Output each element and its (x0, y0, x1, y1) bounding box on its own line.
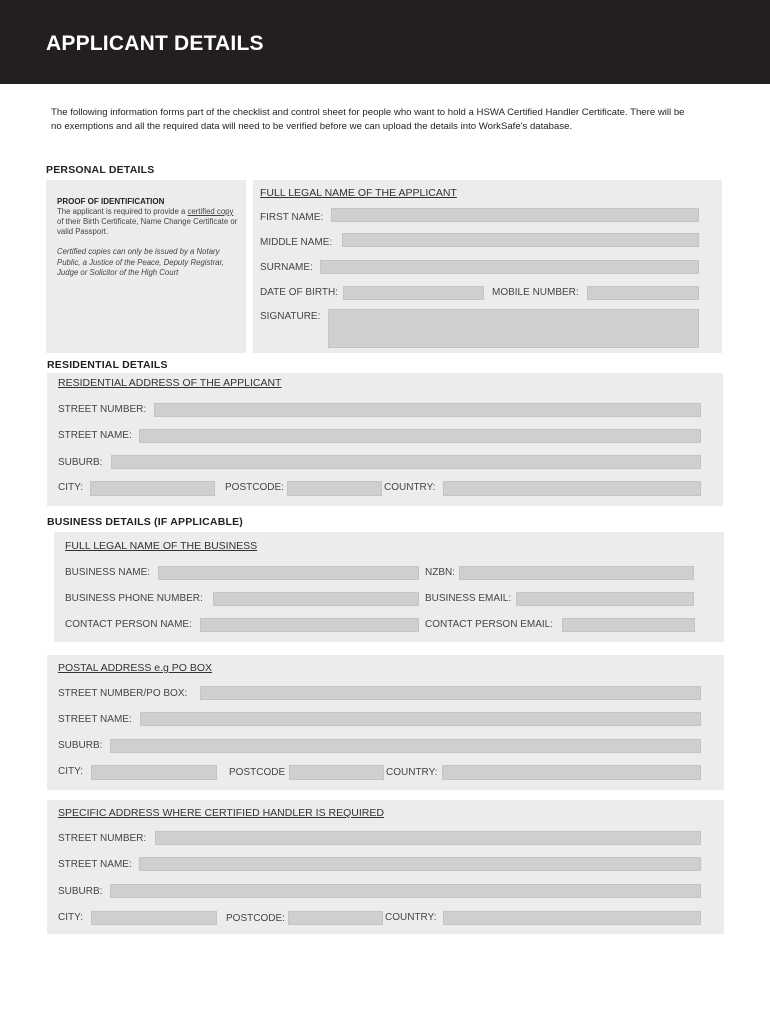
postal-street-name-label: STREET NAME: (58, 714, 132, 725)
spec-country-label: COUNTRY: (385, 912, 437, 923)
signature-field[interactable] (328, 309, 699, 348)
postal-postcode-label: POSTCODE (229, 767, 286, 778)
dob-label: DATE OF BIRTH: (260, 287, 338, 298)
res-street-number-label: STREET NUMBER: (58, 404, 147, 415)
spec-city-label: CITY: (58, 912, 84, 923)
first-name-label: FIRST NAME: (260, 212, 324, 223)
business-heading: FULL LEGAL NAME OF THE BUSINESS (65, 540, 258, 552)
contact-name-label: CONTACT PERSON NAME: (65, 619, 192, 630)
residential-heading: RESIDENTIAL ADDRESS OF THE APPLICANT (58, 377, 282, 389)
res-suburb-field[interactable] (111, 455, 701, 469)
surname-label: SURNAME: (260, 262, 313, 273)
spec-street-number-label: STREET NUMBER: (58, 833, 147, 844)
res-postcode-field[interactable] (287, 481, 382, 496)
business-email-field[interactable] (516, 592, 694, 606)
postal-suburb-label: SUBURB: (58, 740, 103, 751)
contact-name-field[interactable] (200, 618, 419, 632)
middle-name-label: MIDDLE NAME: (260, 237, 333, 248)
contact-email-label: CONTACT PERSON EMAIL: (425, 619, 553, 630)
postal-country-field[interactable] (442, 765, 701, 780)
nzbn-field[interactable] (459, 566, 694, 580)
postal-street-number-field[interactable] (200, 686, 701, 700)
page-header (0, 0, 770, 84)
business-name-label: BUSINESS NAME: (65, 567, 151, 578)
postal-country-label: COUNTRY: (386, 767, 438, 778)
proof-note: Certified copies can only be issued by a Notary Public, a Justice of the Peace, Deputy Registrar, Judge or Solicitor of the High Court (57, 247, 224, 277)
proof-text-part: The applicant is required to provide a (57, 207, 188, 216)
proof-text (57, 207, 241, 237)
postal-city-label: CITY: (58, 766, 84, 777)
res-street-name-label: STREET NAME: (58, 430, 132, 441)
res-street-name-field[interactable] (139, 429, 701, 443)
proof-text-part: of their Birth Certificate, Name Change Certificate or valid Passport. (57, 217, 238, 236)
spec-suburb-field[interactable] (110, 884, 701, 898)
res-city-field[interactable] (90, 481, 215, 496)
postal-street-name-field[interactable] (140, 712, 701, 726)
proof-title: PROOF OF IDENTIFICATION (57, 197, 165, 206)
page-title: APPLICANT DETAILS (46, 32, 264, 55)
intro-text: The following information forms part of the checklist and control sheet for people who want to hold a HSWA Certified Handler Certificate. There will be no exemptions and all the required data will need to be verified before we can upload the details into WorkSafe's database. (51, 107, 685, 132)
personal-details-title: PERSONAL DETAILS (46, 164, 155, 176)
certified-copy-link: certified copy (187, 207, 234, 216)
specific-address-heading: SPECIFIC ADDRESS WHERE CERTIFIED HANDLER IS REQUIRED (58, 807, 384, 819)
spec-street-name-label: STREET NAME: (58, 859, 132, 870)
business-details-title: BUSINESS DETAILS (IF APPLICABLE) (47, 516, 243, 528)
surname-field[interactable] (320, 260, 699, 274)
business-phone-label: BUSINESS PHONE NUMBER: (65, 593, 203, 604)
res-street-number-field[interactable] (154, 403, 701, 417)
postal-city-field[interactable] (91, 765, 217, 780)
res-postcode-label: POSTCODE: (225, 482, 284, 493)
spec-country-field[interactable] (443, 911, 701, 925)
signature-label: SIGNATURE: (260, 311, 321, 322)
business-email-label: BUSINESS EMAIL: (425, 593, 512, 604)
contact-email-field[interactable] (562, 618, 695, 632)
business-phone-field[interactable] (213, 592, 419, 606)
postal-heading: POSTAL ADDRESS e.g PO BOX (58, 662, 213, 674)
first-name-field[interactable] (331, 208, 699, 222)
nzbn-label: NZBN: (425, 567, 455, 578)
postal-suburb-field[interactable] (110, 739, 701, 753)
residential-details-title: RESIDENTIAL DETAILS (47, 359, 168, 371)
postal-postcode-field[interactable] (289, 765, 384, 780)
res-city-label: CITY: (58, 482, 84, 493)
dob-field[interactable] (343, 286, 484, 300)
spec-suburb-label: SUBURB: (58, 886, 103, 897)
spec-street-number-field[interactable] (155, 831, 701, 845)
spec-street-name-field[interactable] (139, 857, 701, 871)
applicant-name-heading: FULL LEGAL NAME OF THE APPLICANT (260, 187, 457, 199)
res-country-label: COUNTRY: (384, 482, 436, 493)
mobile-label: MOBILE NUMBER: (492, 287, 579, 298)
spec-city-field[interactable] (91, 911, 217, 925)
middle-name-field[interactable] (342, 233, 699, 247)
res-suburb-label: SUBURB: (58, 457, 103, 468)
postal-street-number-label: STREET NUMBER/PO BOX: (58, 688, 188, 699)
mobile-field[interactable] (587, 286, 699, 300)
res-country-field[interactable] (443, 481, 701, 496)
business-name-field[interactable] (158, 566, 419, 580)
spec-postcode-label: POSTCODE: (226, 913, 285, 924)
spec-postcode-field[interactable] (288, 911, 383, 925)
